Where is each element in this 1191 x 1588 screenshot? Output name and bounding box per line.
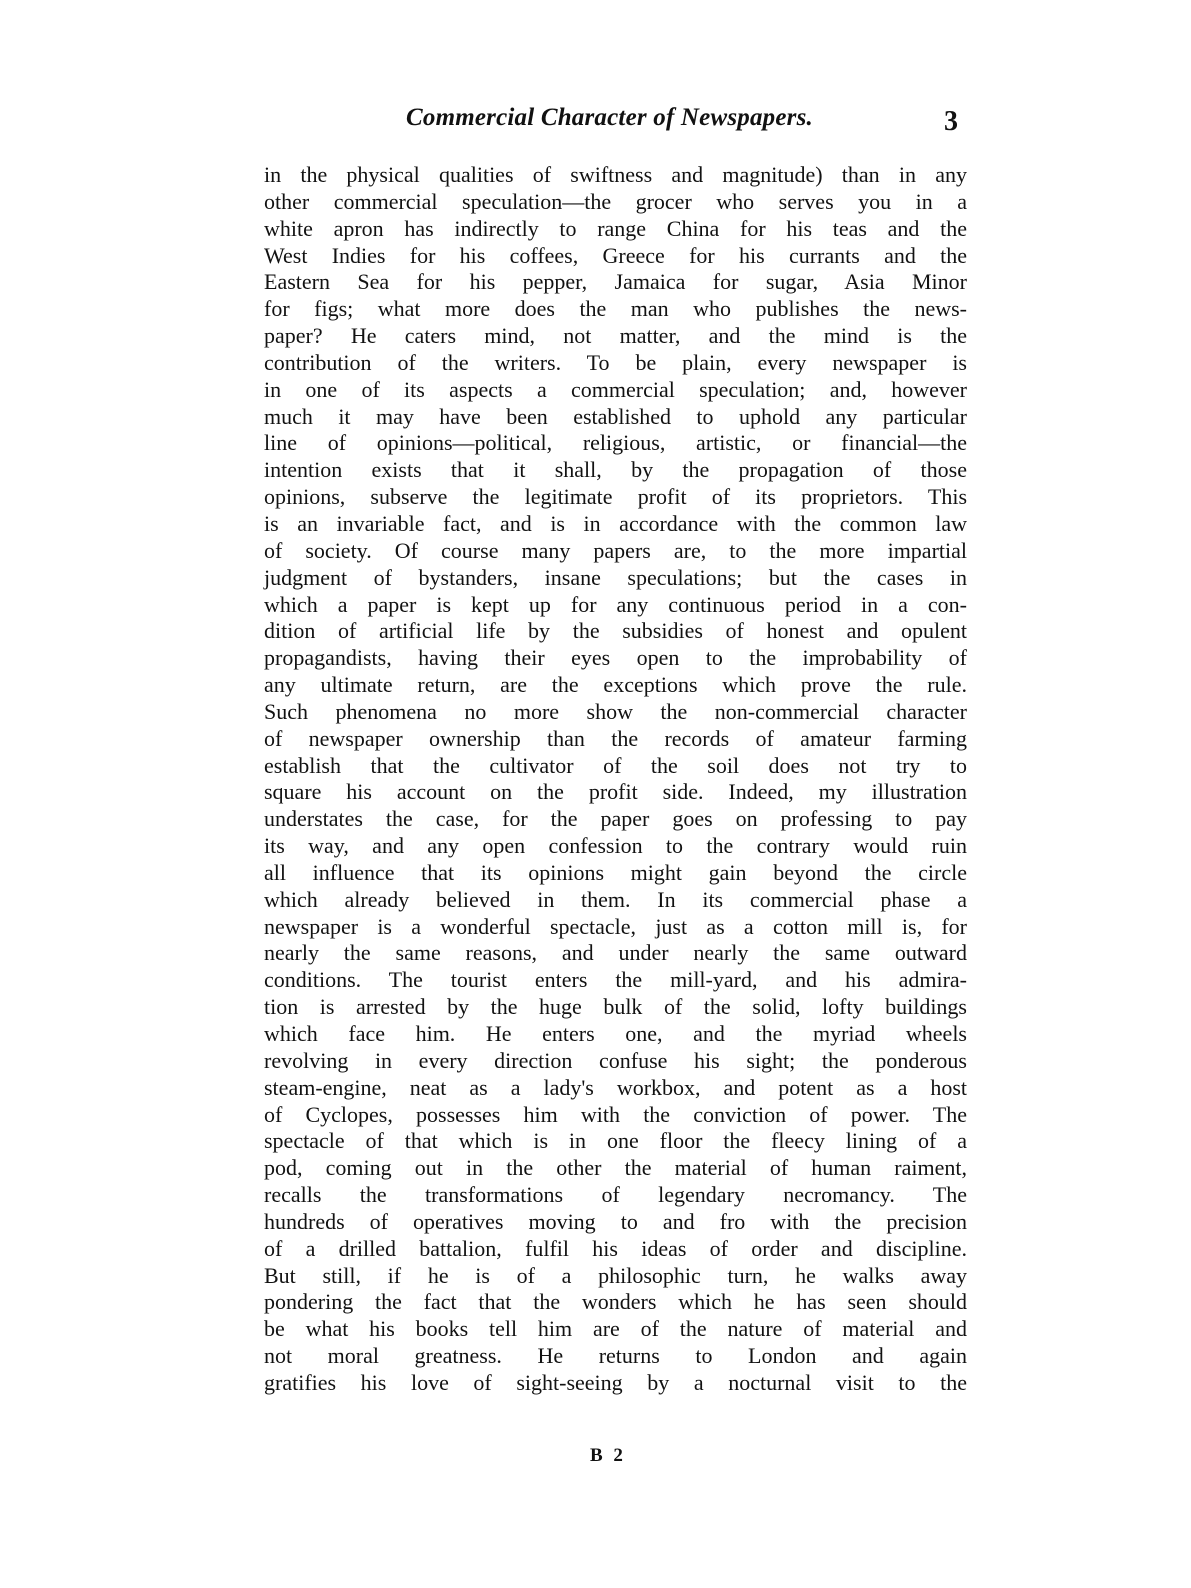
text-line: in the physical qualities of swiftness and magnitude) than in any [264,162,967,187]
text-line: is an invariable fact, and is in accordance with the common law [264,510,967,536]
text-line: contribution of the writers. To be plain, every newspaper is [264,349,967,375]
text-line: But still, if he is of a philosophic turn, he walks away [264,1262,967,1288]
text-line: pondering the fact that the wonders which he has seen should [264,1289,967,1315]
text-line: Such phenomena no more show the non-commercial character [264,698,967,724]
running-head [266,100,966,142]
body-text [264,162,967,1397]
text-line: intention exists that it shall, by the propagation of those [264,457,967,483]
text-line: be what his books tell him are of the nature of material and [264,1316,967,1342]
text-line: spectacle of that which is in one floor the fleecy lining of a [264,1128,967,1154]
text-line: Eastern Sea for his pepper, Jamaica for sugar, Asia Minor [264,269,967,295]
text-line: white apron has indirectly to range China for his teas and the [264,215,967,241]
signature-mark: B 2 [590,1445,626,1466]
text-line: of society. Of course many papers are, to the more impartial [264,537,967,563]
text-line: steam-engine, neat as a lady's workbox, and potent as a host [264,1074,967,1100]
text-line: other commercial speculation—the grocer who serves you in a [264,188,967,214]
text-line: all influence that its opinions might gain beyond the circle [264,859,967,885]
text-line: of a drilled battalion, fulfil his ideas of order and discipline. [264,1235,967,1261]
text-line: in one of its aspects a commercial speculation; and, however [264,376,967,402]
text-line: which face him. He enters one, and the myriad wheels [264,1021,967,1046]
text-line: which a paper is kept up for any continuous period in a con- [264,591,967,617]
text-line: any ultimate return, are the exceptions which prove the rule. [264,672,967,698]
text-line: newspaper is a wonderful spectacle, just as a cotton mill is, for [264,913,967,939]
text-line: line of opinions—political, religious, artistic, or financial—the [264,430,967,456]
text-line: dition of artificial life by the subsidies of honest and opulent [264,618,967,644]
text-line: paper? He caters mind, not matter, and the mind is the [264,323,967,349]
text-line: conditions. The tourist enters the mill-yard, and his admira- [264,967,967,993]
text-line: for figs; what more does the man who publishes the news- [264,296,967,322]
text-line: square his account on the profit side. Indeed, my illustration [264,779,967,805]
text-line: of newspaper ownership than the records of amateur farming [264,725,967,751]
text-line: gratifies his love of sight-seeing by a nocturnal visit to the [264,1369,967,1395]
text-line: much it may have been established to uphold any particular [264,403,967,429]
text-line: tion is arrested by the huge bulk of the solid, lofty buildings [264,994,967,1020]
text-line: nearly the same reasons, and under nearly the same outward [264,940,967,966]
text-line: understates the case, for the paper goes on professing to pay [264,806,967,832]
running-title: Commercial Character of Newspapers. [406,104,813,131]
text-line: of Cyclopes, possesses him with the conviction of power. The [264,1101,967,1127]
text-line: West Indies for his coffees, Greece for his currants and the [264,242,967,268]
text-line: revolving in every direction confuse his sight; the ponderous [264,1047,967,1073]
text-line: pod, coming out in the other the material of human raiment, [264,1155,967,1181]
page-number: 3 [944,106,958,137]
text-line: propagandists, having their eyes open to the improbability of [264,645,967,671]
text-line: opinions, subserve the legitimate profit of its proprietors. This [264,484,967,510]
text-line: which already believed in them. In its commercial phase a [264,886,967,912]
text-line: not moral greatness. He returns to London and again [264,1343,967,1369]
text-line: establish that the cultivator of the soil does not try to [264,752,967,778]
text-line: hundreds of operatives moving to and fro with the precision [264,1208,967,1234]
text-line: judgment of bystanders, insane speculations; but the cases in [264,564,967,590]
text-line: its way, and any open confession to the contrary would ruin [264,833,967,859]
text-line: recalls the transformations of legendary necromancy. The [264,1182,967,1208]
